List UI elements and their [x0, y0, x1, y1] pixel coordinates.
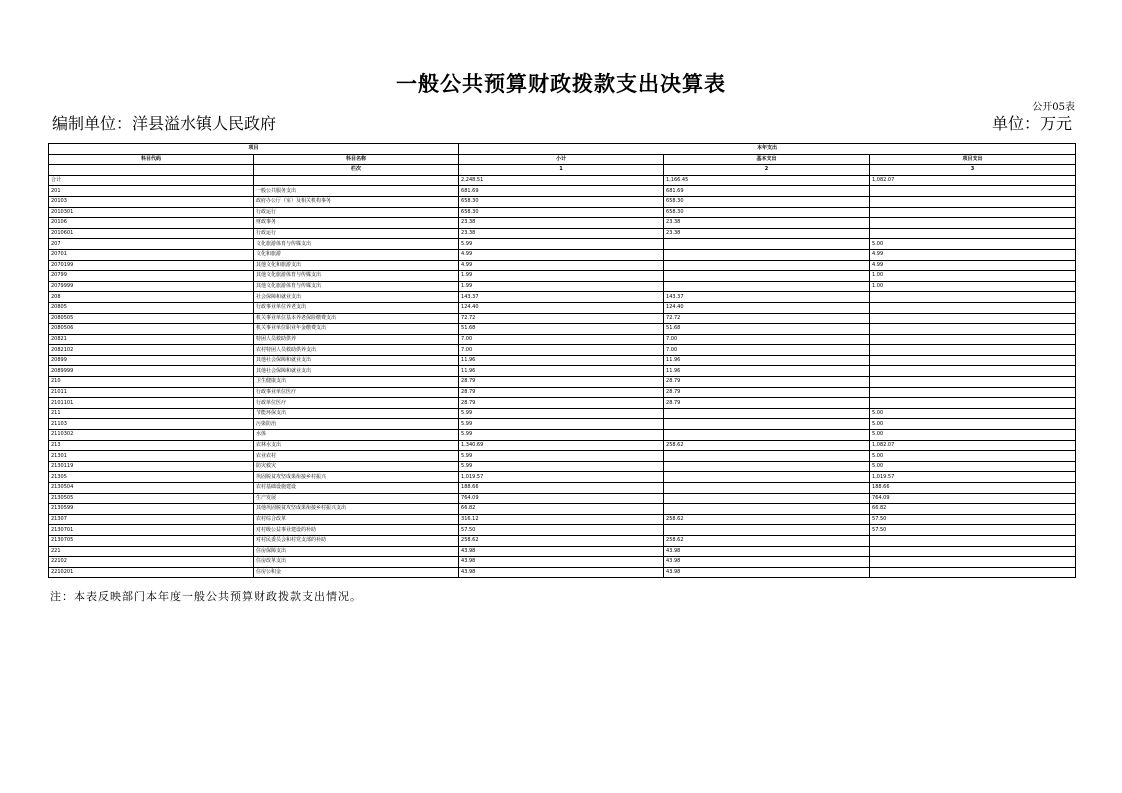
- header-row-3: [49, 165, 1076, 176]
- header-row-1: [49, 144, 1076, 155]
- row-code: 208: [49, 292, 254, 303]
- table-row: [49, 218, 1076, 229]
- row-project: 5.00: [870, 461, 1076, 472]
- row-subtotal: 4.99: [459, 260, 664, 271]
- row-code: 20799: [49, 271, 254, 282]
- total-name: [254, 175, 459, 186]
- header-project: 项目: [49, 144, 459, 155]
- table-row: [49, 186, 1076, 197]
- row-basic: [664, 493, 870, 504]
- row-name: 行政事业单位养老支出: [254, 302, 459, 313]
- row-name: 节能环保支出: [254, 408, 459, 419]
- row-subtotal: 43.98: [459, 557, 664, 568]
- row-subtotal: 1.99: [459, 271, 664, 282]
- page-title: 一般公共预算财政拨款支出决算表: [396, 72, 726, 96]
- row-project: 188.66: [870, 483, 1076, 494]
- row-subtotal: 7.00: [459, 334, 664, 345]
- table-row: [49, 302, 1076, 313]
- row-project: 57.50: [870, 525, 1076, 536]
- row-code: 2130119: [49, 461, 254, 472]
- row-code: 2070199: [49, 260, 254, 271]
- row-basic: [664, 472, 870, 483]
- row-basic: [664, 504, 870, 515]
- row-code: 2130505: [49, 493, 254, 504]
- total-project: 1,082.07: [870, 175, 1076, 186]
- table-row: [49, 239, 1076, 250]
- row-subtotal: 5.99: [459, 461, 664, 472]
- row-subtotal: 11.96: [459, 355, 664, 366]
- row-name: 行政运行: [254, 228, 459, 239]
- table-row: [49, 292, 1076, 303]
- row-code: 2080506: [49, 324, 254, 335]
- row-subtotal: 5.99: [459, 239, 664, 250]
- table-row: [49, 249, 1076, 260]
- row-code: 20701: [49, 249, 254, 260]
- row-basic: 28.79: [664, 398, 870, 409]
- row-subtotal: 258.62: [459, 535, 664, 546]
- row-basic: 43.98: [664, 567, 870, 578]
- row-subtotal: 5.99: [459, 430, 664, 441]
- row-name: 一般公共服务支出: [254, 186, 459, 197]
- row-code: 213: [49, 440, 254, 451]
- table-row: [49, 228, 1076, 239]
- row-basic: [664, 408, 870, 419]
- row-code: 2101101: [49, 398, 254, 409]
- row-basic: 258.62: [664, 514, 870, 525]
- row-basic: 72.72: [664, 313, 870, 324]
- row-project: 4.99: [870, 249, 1076, 260]
- row-project: [870, 546, 1076, 557]
- row-basic: 258.62: [664, 440, 870, 451]
- table-row: [49, 472, 1076, 483]
- row-basic: 7.00: [664, 345, 870, 356]
- header-col3: 3: [870, 165, 1076, 176]
- row-basic: 43.98: [664, 557, 870, 568]
- row-code: 21305: [49, 472, 254, 483]
- row-code: 2010601: [49, 228, 254, 239]
- row-project: [870, 302, 1076, 313]
- row-subtotal: 188.66: [459, 483, 664, 494]
- row-code: 21307: [49, 514, 254, 525]
- table-row: [49, 398, 1076, 409]
- row-project: [870, 218, 1076, 229]
- row-subtotal: 1.99: [459, 281, 664, 292]
- row-basic: [664, 461, 870, 472]
- table-row: [49, 535, 1076, 546]
- header-row-2: [49, 154, 1076, 165]
- row-name: 农业农村: [254, 451, 459, 462]
- row-subtotal: 28.79: [459, 377, 664, 388]
- row-project: 1.00: [870, 281, 1076, 292]
- row-basic: 11.96: [664, 366, 870, 377]
- row-basic: [664, 430, 870, 441]
- row-code: 211: [49, 408, 254, 419]
- row-basic: 28.79: [664, 387, 870, 398]
- row-basic: 658.30: [664, 196, 870, 207]
- row-project: 1,082.07: [870, 440, 1076, 451]
- row-code: 2210201: [49, 567, 254, 578]
- row-project: 5.00: [870, 451, 1076, 462]
- row-subtotal: 5.99: [459, 419, 664, 430]
- row-code: 210: [49, 377, 254, 388]
- row-basic: [664, 483, 870, 494]
- row-subtotal: 7.00: [459, 345, 664, 356]
- header-project-exp: 项目支出: [870, 154, 1076, 165]
- row-subtotal: 28.79: [459, 387, 664, 398]
- row-subtotal: 66.82: [459, 504, 664, 515]
- row-name: 行政事业单位医疗: [254, 387, 459, 398]
- row-project: [870, 334, 1076, 345]
- table-row: [49, 207, 1076, 218]
- compiling-unit: 编制单位：洋县溢水镇人民政府: [52, 114, 277, 133]
- table-row: [49, 313, 1076, 324]
- row-basic: [664, 260, 870, 271]
- table-row: [49, 504, 1076, 515]
- row-subtotal: 5.99: [459, 408, 664, 419]
- row-basic: 51.68: [664, 324, 870, 335]
- row-name: 机关事业单位基本养老保险缴费支出: [254, 313, 459, 324]
- row-code: 2130504: [49, 483, 254, 494]
- row-subtotal: 681.69: [459, 186, 664, 197]
- row-code: 20821: [49, 334, 254, 345]
- row-project: [870, 557, 1076, 568]
- row-name: 其他文化旅游体育与传媒支出: [254, 281, 459, 292]
- row-subtotal: 4.99: [459, 249, 664, 260]
- row-name: 文化和旅游: [254, 249, 459, 260]
- table-row: [49, 281, 1076, 292]
- row-subtotal: 5.99: [459, 451, 664, 462]
- row-name: 其他文化和旅游支出: [254, 260, 459, 271]
- row-subtotal: 43.98: [459, 546, 664, 557]
- row-project: [870, 324, 1076, 335]
- row-code: 207: [49, 239, 254, 250]
- row-basic: 681.69: [664, 186, 870, 197]
- row-project: [870, 355, 1076, 366]
- header-basic: 基本支出: [664, 154, 870, 165]
- row-code: 2089999: [49, 366, 254, 377]
- row-project: [870, 186, 1076, 197]
- table-row: [49, 557, 1076, 568]
- table-row: [49, 366, 1076, 377]
- table-row: [49, 493, 1076, 504]
- table-row: [49, 334, 1076, 345]
- row-name: 行政单位医疗: [254, 398, 459, 409]
- row-project: 5.00: [870, 430, 1076, 441]
- header-code: 科目代码: [49, 154, 254, 165]
- row-subtotal: 28.79: [459, 398, 664, 409]
- total-basic: 1,166.45: [664, 175, 870, 186]
- row-project: 1,019.57: [870, 472, 1076, 483]
- row-subtotal: 658.30: [459, 207, 664, 218]
- row-name: 住房改革支出: [254, 557, 459, 568]
- row-name: 对村民委员会和村党支部的补助: [254, 535, 459, 546]
- row-code: 2110302: [49, 430, 254, 441]
- row-name: 巩固脱贫攻坚成果衔接乡村振兴: [254, 472, 459, 483]
- table-row: [49, 419, 1076, 430]
- table-row: [49, 408, 1076, 419]
- table-row: [49, 260, 1076, 271]
- row-subtotal: 43.98: [459, 567, 664, 578]
- header-subtotal: 小计: [459, 154, 664, 165]
- row-code: 2082102: [49, 345, 254, 356]
- row-project: [870, 398, 1076, 409]
- row-code: 20899: [49, 355, 254, 366]
- money-unit: 单位：万元: [991, 114, 1072, 133]
- header-blank: [49, 165, 254, 176]
- row-name: 机关事业单位职业年金缴费支出: [254, 324, 459, 335]
- row-name: 对村级公益事业建设的补助: [254, 525, 459, 536]
- row-project: 5.00: [870, 239, 1076, 250]
- row-subtotal: 72.72: [459, 313, 664, 324]
- row-project: [870, 313, 1076, 324]
- row-code: 2010301: [49, 207, 254, 218]
- header-current-year: 本年支出: [459, 144, 1076, 155]
- row-project: 57.50: [870, 514, 1076, 525]
- table-row: [49, 196, 1076, 207]
- table-row: [49, 451, 1076, 462]
- row-subtotal: 57.50: [459, 525, 664, 536]
- row-code: 2130701: [49, 525, 254, 536]
- row-name: 财政事务: [254, 218, 459, 229]
- table-row: [49, 483, 1076, 494]
- row-code: 2079999: [49, 281, 254, 292]
- row-subtotal: 23.38: [459, 218, 664, 229]
- row-basic: [664, 239, 870, 250]
- table-row: [49, 387, 1076, 398]
- row-code: 21103: [49, 419, 254, 430]
- row-name: 社会保障和就业支出: [254, 292, 459, 303]
- row-subtotal: 11.96: [459, 366, 664, 377]
- row-name: 农村综合改革: [254, 514, 459, 525]
- row-project: [870, 377, 1076, 388]
- expenditure-table: [48, 143, 1076, 578]
- total-label: 合计: [49, 175, 254, 186]
- row-code: 20103: [49, 196, 254, 207]
- row-project: [870, 196, 1076, 207]
- row-basic: 143.37: [664, 292, 870, 303]
- table-row: [49, 514, 1076, 525]
- row-project: 66.82: [870, 504, 1076, 515]
- row-name: 文化旅游体育与传媒支出: [254, 239, 459, 250]
- row-basic: 258.62: [664, 535, 870, 546]
- row-subtotal: 51.68: [459, 324, 664, 335]
- row-subtotal: 658.30: [459, 196, 664, 207]
- table-row: [49, 430, 1076, 441]
- row-basic: 658.30: [664, 207, 870, 218]
- row-project: [870, 292, 1076, 303]
- row-basic: [664, 249, 870, 260]
- row-basic: 43.98: [664, 546, 870, 557]
- row-basic: 28.79: [664, 377, 870, 388]
- row-subtotal: 124.40: [459, 302, 664, 313]
- row-subtotal: 23.38: [459, 228, 664, 239]
- row-basic: 7.00: [664, 334, 870, 345]
- row-name: 卫生健康支出: [254, 377, 459, 388]
- total-subtotal: 2,248.51: [459, 175, 664, 186]
- row-name: 农村基础设施建设: [254, 483, 459, 494]
- header-col-label: 栏次: [254, 165, 459, 176]
- row-basic: 23.38: [664, 218, 870, 229]
- row-name: 特困人员救助供养: [254, 334, 459, 345]
- row-project: [870, 387, 1076, 398]
- row-code: 2130705: [49, 535, 254, 546]
- row-project: [870, 366, 1076, 377]
- footnote: 注：本表反映部门本年度一般公共预算财政拨款支出情况。: [50, 590, 362, 603]
- row-name: 水体: [254, 430, 459, 441]
- table-row: [49, 525, 1076, 536]
- row-basic: [664, 451, 870, 462]
- table-row: [49, 345, 1076, 356]
- row-project: [870, 567, 1076, 578]
- row-project: 5.00: [870, 408, 1076, 419]
- row-name: 其他巩固脱贫攻坚成果衔接乡村振兴支出: [254, 504, 459, 515]
- table-row: [49, 546, 1076, 557]
- row-basic: [664, 271, 870, 282]
- header-col2: 2: [664, 165, 870, 176]
- row-name: 行政运行: [254, 207, 459, 218]
- row-code: 2130599: [49, 504, 254, 515]
- row-name: 住房保障支出: [254, 546, 459, 557]
- row-name: 其他文化旅游体育与传媒支出: [254, 271, 459, 282]
- table-row: [49, 567, 1076, 578]
- row-code: 22102: [49, 557, 254, 568]
- row-project: [870, 345, 1076, 356]
- row-project: [870, 228, 1076, 239]
- row-name: 污染防治: [254, 419, 459, 430]
- row-name: 政府办公厅（室）及相关机构事务: [254, 196, 459, 207]
- form-code: 公开05表: [1032, 102, 1075, 113]
- row-code: 221: [49, 546, 254, 557]
- row-code: 201: [49, 186, 254, 197]
- table-row: [49, 324, 1076, 335]
- table-row: [49, 377, 1076, 388]
- row-code: 20106: [49, 218, 254, 229]
- row-name: 其他社会保障和就业支出: [254, 355, 459, 366]
- row-subtotal: 1,340.69: [459, 440, 664, 451]
- row-basic: [664, 281, 870, 292]
- row-subtotal: 764.09: [459, 493, 664, 504]
- row-code: 20805: [49, 302, 254, 313]
- table-row: [49, 461, 1076, 472]
- row-basic: [664, 419, 870, 430]
- row-name: 农村特困人员救助供养支出: [254, 345, 459, 356]
- table-row: [49, 271, 1076, 282]
- row-name: 其他社会保障和就业支出: [254, 366, 459, 377]
- row-project: 764.09: [870, 493, 1076, 504]
- row-basic: 124.40: [664, 302, 870, 313]
- row-basic: 23.38: [664, 228, 870, 239]
- row-subtotal: 1,019.57: [459, 472, 664, 483]
- total-row: [49, 175, 1076, 186]
- row-project: [870, 535, 1076, 546]
- row-name: 住房公积金: [254, 567, 459, 578]
- header-col1: 1: [459, 165, 664, 176]
- row-subtotal: 143.37: [459, 292, 664, 303]
- row-name: 生产发展: [254, 493, 459, 504]
- row-project: [870, 207, 1076, 218]
- table-row: [49, 355, 1076, 366]
- row-subtotal: 316.12: [459, 514, 664, 525]
- row-basic: [664, 525, 870, 536]
- row-code: 21301: [49, 451, 254, 462]
- row-code: 2080505: [49, 313, 254, 324]
- row-project: 4.99: [870, 260, 1076, 271]
- row-project: 5.00: [870, 419, 1076, 430]
- row-name: 农林水支出: [254, 440, 459, 451]
- row-basic: 11.96: [664, 355, 870, 366]
- row-project: 1.00: [870, 271, 1076, 282]
- header-name: 科目名称: [254, 154, 459, 165]
- row-code: 21011: [49, 387, 254, 398]
- table-row: [49, 440, 1076, 451]
- row-name: 防灾救灾: [254, 461, 459, 472]
